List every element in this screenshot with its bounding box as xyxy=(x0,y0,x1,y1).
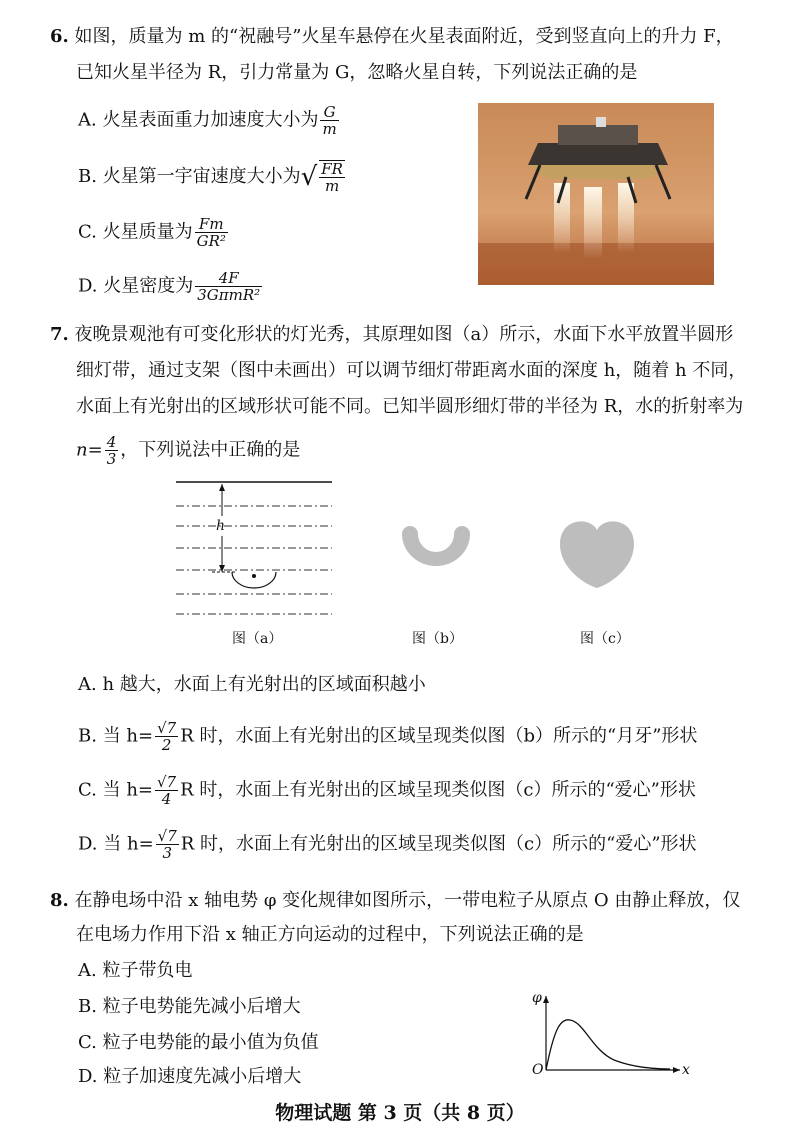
fraction: $\frac{FR}{m}$ xyxy=(321,160,343,195)
q7-stem-text4: ，下列说法中正确的是 xyxy=(120,439,301,461)
fraction: $\frac{4F}{\text{3GπmR²}}$ xyxy=(197,269,261,304)
figure-a-h-label: h xyxy=(216,518,226,534)
q8-stem-line1 xyxy=(50,888,740,914)
option-text: 当 h= xyxy=(102,725,154,747)
q7-stem-line2 xyxy=(76,358,746,384)
refractive-index-symbol: n= xyxy=(76,439,103,461)
potential-curve xyxy=(546,1020,670,1070)
option-label: A. xyxy=(78,674,97,695)
page-footer: 物理试题 第 3 页（共 8 页） xyxy=(275,1102,525,1124)
option-text: 粒子电势能的最小值为负值 xyxy=(102,1032,319,1053)
option-text: R 时，水面上有光射出的区域呈现类似图（c）所示的“爱心”形状 xyxy=(180,779,696,801)
q7-option-b xyxy=(78,720,697,753)
graph-y-label: φ xyxy=(532,990,542,1006)
q6-option-a xyxy=(78,104,341,137)
q8-option-a xyxy=(78,958,192,984)
mars-lander-photo xyxy=(478,103,714,285)
option-label: C. xyxy=(78,1032,97,1053)
q7-stem-text1: 夜晚景观池有可变化形状的灯光秀，其原理如图（a）所示，水面下水平放置半圆形 xyxy=(74,324,734,345)
figure-c-caption: 图（c） xyxy=(580,631,630,647)
option-text: R 时，水面上有光射出的区域呈现类似图（c）所示的“爱心”形状 xyxy=(180,833,697,855)
q6-option-b xyxy=(78,160,347,194)
option-text: 火星质量为 xyxy=(102,221,193,243)
q7-option-d xyxy=(78,828,697,861)
figure-a-diagram xyxy=(176,476,336,626)
q6-stem-line1 xyxy=(50,24,734,50)
option-text: h 越大，水面上有光射出的区域面积越小 xyxy=(102,674,426,695)
figure-b-crescent-shape xyxy=(398,522,474,588)
q6-option-d xyxy=(78,270,264,303)
q8-stem-text2: 在电场力作用下沿 x 轴正方向运动的过程中，下列说法正确的是 xyxy=(76,924,584,945)
q6-stem-text2: 已知火星半径为 R，引力常量为 G，忽略火星自转，下列说法正确的是 xyxy=(76,62,638,83)
option-label: D. xyxy=(78,1066,98,1087)
figure-c-heart-shape xyxy=(556,516,638,590)
q8-stem-line2 xyxy=(76,922,584,948)
q6-number: 6. xyxy=(50,26,69,47)
option-label: A. xyxy=(78,109,97,131)
option-label: B. xyxy=(78,166,97,187)
option-text: 当 h= xyxy=(102,779,153,801)
option-text: 粒子加速度先减小后增大 xyxy=(103,1066,302,1087)
q8-option-d xyxy=(78,1064,301,1090)
option-label: B. xyxy=(78,725,97,747)
option-text: R 时，水面上有光射出的区域呈现类似图（b）所示的“月牙”形状 xyxy=(180,725,698,747)
q7-option-a xyxy=(78,672,426,698)
fraction: $\frac{G}{m}$ xyxy=(322,103,337,138)
option-label: C. xyxy=(78,779,97,801)
option-label: A. xyxy=(78,960,97,981)
option-text: 粒子电势能先减小后增大 xyxy=(102,996,301,1017)
q6-stem-text1: 如图，质量为 m 的“祝融号”火星车悬停在火星表面附近，受到竖直向上的升力 F， xyxy=(74,26,734,47)
q8-number: 8. xyxy=(50,890,69,911)
option-label: B. xyxy=(78,996,97,1017)
q8-option-b xyxy=(78,994,301,1020)
q8-stem-text1: 在静电场中沿 x 轴电势 φ 变化规律如图所示，一带电粒子从原点 O 由静止释放，仅 xyxy=(74,890,741,911)
graph-origin-label: O xyxy=(532,1062,544,1078)
q7-stem-text3: 水面上有光射出的区域形状可能不同。已知半圆形细灯带的半径为 R，水的折射率为 xyxy=(76,396,744,417)
fraction: $\frac{√7}{2}$ xyxy=(157,719,177,754)
option-label: D. xyxy=(78,275,98,297)
option-label: D. xyxy=(78,833,98,855)
figure-a-caption: 图（a） xyxy=(232,631,283,647)
option-text: 粒子带负电 xyxy=(102,960,193,981)
option-text: 当 h= xyxy=(103,833,154,855)
option-text: 火星表面重力加速度大小为 xyxy=(102,109,319,131)
q7-stem-text2: 细灯带，通过支架（图中未画出）可以调节细灯带距离水面的深度 h，随着 h 不同， xyxy=(76,360,747,381)
fraction: $\frac{√7}{3}$ xyxy=(157,827,177,862)
q7-stem-line1 xyxy=(50,322,733,348)
q7-stem-line4 xyxy=(76,434,300,467)
q6-stem-line2 xyxy=(76,60,637,86)
fraction: $\frac{Fm}{\text{GR²}}$ xyxy=(196,215,226,250)
option-text: 火星密度为 xyxy=(103,275,194,297)
fraction: $\frac{√7}{4}$ xyxy=(157,773,177,808)
sqrt-sign: √ xyxy=(300,162,318,192)
q7-number: 7. xyxy=(50,324,69,345)
option-text: 火星第一宇宙速度大小为 xyxy=(102,166,301,187)
q7-option-c xyxy=(78,774,696,807)
q6-option-c xyxy=(78,216,230,249)
figure-b-caption: 图（b） xyxy=(412,631,463,647)
graph-x-label: x xyxy=(682,1062,690,1078)
option-label: C. xyxy=(78,221,97,243)
q7-stem-line3 xyxy=(76,394,743,420)
q8-option-c xyxy=(78,1030,319,1056)
potential-graph xyxy=(530,990,690,1080)
fraction: $\frac{4}{3}$ xyxy=(106,433,117,468)
